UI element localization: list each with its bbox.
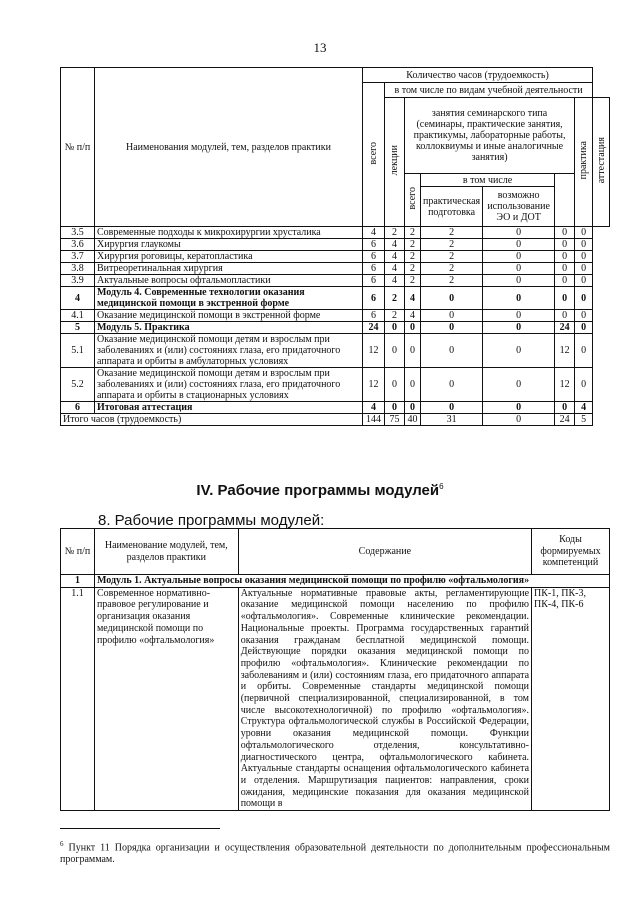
total-value: 75 xyxy=(385,414,405,426)
row-value: 6 xyxy=(363,287,385,310)
row-value: 2 xyxy=(421,263,483,275)
row-value: 6 xyxy=(363,239,385,251)
row-value: 2 xyxy=(405,227,421,239)
header-vsego: всего xyxy=(363,83,385,227)
row-value: 0 xyxy=(421,402,483,414)
mods-header-name: Наименование модулей, тем, разделов практики xyxy=(94,529,238,575)
row-value: 6 xyxy=(363,275,385,287)
row-value: 2 xyxy=(385,310,405,322)
header-name: Наименования модулей, тем, разделов практики xyxy=(95,68,363,227)
row-value: 0 xyxy=(575,334,593,368)
header-including: в том числе xyxy=(421,174,555,187)
hours-total-row xyxy=(61,414,610,426)
header-attestation: аттестация xyxy=(593,98,610,227)
row-value: 0 xyxy=(575,275,593,287)
row-value: 0 xyxy=(575,322,593,334)
header-practice: практика xyxy=(575,98,593,227)
hours-row xyxy=(61,287,610,310)
header-lectures: лекции xyxy=(385,98,405,227)
topic-num: 1.1 xyxy=(61,587,95,810)
header-num: № п/п xyxy=(61,68,95,227)
row-value: 0 xyxy=(421,287,483,310)
row-num: 4.1 xyxy=(61,310,95,322)
module-title: Модуль 1. Актуальные вопросы оказания медицинской помощи по профилю «офтальмология» xyxy=(94,575,609,588)
mods-header-codes: Коды формируемых компетенций xyxy=(532,529,610,575)
row-value: 0 xyxy=(483,368,555,402)
row-num: 3.9 xyxy=(61,275,95,287)
row-num: 3.5 xyxy=(61,227,95,239)
row-value: 0 xyxy=(483,402,555,414)
row-value: 4 xyxy=(405,287,421,310)
row-value: 0 xyxy=(385,334,405,368)
header-seminars: занятия семинарского типа (семинары, практические занятия, практикумы, лабораторные работы, коллоквиумы и иные аналогичные занятия) xyxy=(405,98,575,174)
row-name: Хирургия глаукомы xyxy=(95,239,363,251)
row-value: 12 xyxy=(363,368,385,402)
row-num: 4 xyxy=(61,287,95,310)
mods-header-content: Содержание xyxy=(238,529,531,575)
row-value: 0 xyxy=(385,402,405,414)
row-value: 0 xyxy=(405,368,421,402)
row-value: 0 xyxy=(555,263,575,275)
row-value: 0 xyxy=(483,251,555,263)
row-value: 4 xyxy=(575,402,593,414)
row-value: 2 xyxy=(405,275,421,287)
modules-table xyxy=(60,528,610,811)
topic-content: Актуальные нормативные правовые акты, регламентирующие оказание медицинской помощи населению по профилю «офтальмология». Современные клинические рекомендации. Национальные проекты. Программа государственных гарантий оказания гражданам бесплатной медицинской помощи. Действующие порядки оказания медицинской помощи по профилю «офтальмология». Клинические рекомендации по заболеваниям и (или) состояниям глаза, его придаточного аппарата и орбиты. Современные стандарты медицинской помощи (первичной специализированной, специализированной, в том числе высокотехнологичной) по профилю «офтальмология». Структура офтальмологической службы в Российской Федерации, уровни оказания медицинской помощи. Функции офтальмологического отделения, консультативно-диагностического центра, офтальмологического кабинета. Актуальные стандарты оснащения офтальмологического кабинета и отделения. Маршрутизация пациентов: направления, сроки ожидания, медицинские показания для оказания медицинской помощи в xyxy=(238,587,531,810)
hours-row xyxy=(61,263,610,275)
row-num: 5.1 xyxy=(61,334,95,368)
header-practical: практическая подготовка xyxy=(421,187,483,227)
row-value: 4 xyxy=(405,310,421,322)
row-num: 3.8 xyxy=(61,263,95,275)
row-num: 6 xyxy=(61,402,95,414)
row-value: 0 xyxy=(555,251,575,263)
hours-row xyxy=(61,239,610,251)
footnote-text: Пункт 11 Порядка организации и осуществления образовательной деятельности по дополнительным профессиональным программам. xyxy=(60,842,611,866)
row-name: Актуальные вопросы офтальмопластики xyxy=(95,275,363,287)
row-value: 4 xyxy=(385,239,405,251)
module-num: 1 xyxy=(61,575,95,588)
header-vsego2: всего xyxy=(405,174,421,227)
row-value: 0 xyxy=(575,263,593,275)
hours-row xyxy=(61,275,610,287)
row-num: 5.2 xyxy=(61,368,95,402)
row-value: 0 xyxy=(483,263,555,275)
row-value: 0 xyxy=(575,239,593,251)
row-value: 4 xyxy=(363,227,385,239)
row-num: 3.6 xyxy=(61,239,95,251)
row-value: 2 xyxy=(405,251,421,263)
row-value: 0 xyxy=(555,275,575,287)
row-value: 0 xyxy=(555,239,575,251)
row-value: 0 xyxy=(555,287,575,310)
section-title: IV. Рабочие программы модулей$^6$ xyxy=(196,482,444,499)
row-value: 0 xyxy=(483,322,555,334)
footnote-mark: 6 xyxy=(60,840,64,848)
total-value: 31 xyxy=(421,414,483,426)
row-value: 0 xyxy=(421,368,483,402)
row-value: 24 xyxy=(363,322,385,334)
row-value: 2 xyxy=(405,263,421,275)
hours-row xyxy=(61,334,610,368)
header-eo-dot: возможно использование ЭО и ДОТ xyxy=(483,187,555,227)
row-value: 0 xyxy=(483,239,555,251)
row-value: 0 xyxy=(421,334,483,368)
row-name: Модуль 4. Современные технологии оказания медицинской помощи в экстренной форме xyxy=(95,287,363,310)
row-value: 24 xyxy=(555,322,575,334)
row-value: 0 xyxy=(405,334,421,368)
row-value: 0 xyxy=(385,368,405,402)
row-value: 12 xyxy=(555,334,575,368)
hours-row xyxy=(61,310,610,322)
row-name: Современные подходы к микрохирургии хрусталика xyxy=(95,227,363,239)
total-value: 5 xyxy=(575,414,593,426)
row-value: 4 xyxy=(385,263,405,275)
row-name: Оказание медицинской помощи детям и взрослым при заболеваниях и (или) состояниях глаза, его придаточного аппарата и орбиты в стационарных условиях xyxy=(95,368,363,402)
hours-row xyxy=(61,322,610,334)
row-value: 0 xyxy=(405,322,421,334)
hours-table-body xyxy=(61,227,610,426)
topic-name: Современное нормативно-правовое регулирование и организация оказания медицинской помощи по профилю «офтальмология» xyxy=(94,587,238,810)
header-total-hours: Количество часов (трудоемкость) xyxy=(363,68,593,83)
row-value: 0 xyxy=(483,334,555,368)
row-value: 0 xyxy=(555,227,575,239)
hours-row xyxy=(61,368,610,402)
row-value: 6 xyxy=(363,263,385,275)
row-value: 0 xyxy=(483,310,555,322)
total-value: 144 xyxy=(363,414,385,426)
footnote-separator xyxy=(60,828,220,829)
row-value: 4 xyxy=(385,251,405,263)
total-value: 40 xyxy=(405,414,421,426)
row-value: 6 xyxy=(363,251,385,263)
row-value: 2 xyxy=(421,251,483,263)
row-value: 0 xyxy=(575,287,593,310)
hours-row xyxy=(61,227,610,239)
row-value: 2 xyxy=(421,275,483,287)
footnote-ref: 6 xyxy=(439,482,444,491)
row-value: 2 xyxy=(385,287,405,310)
row-value: 0 xyxy=(575,227,593,239)
row-value: 0 xyxy=(421,310,483,322)
row-value: 6 xyxy=(363,310,385,322)
row-value: 0 xyxy=(575,368,593,402)
total-value: 24 xyxy=(555,414,575,426)
row-value: 0 xyxy=(483,275,555,287)
total-value: 0 xyxy=(483,414,555,426)
row-num: 3.7 xyxy=(61,251,95,263)
mods-header-num: № п/п xyxy=(61,529,95,575)
row-value: 0 xyxy=(555,402,575,414)
row-name: Витреоретинальная хирургия xyxy=(95,263,363,275)
hours-row xyxy=(61,402,610,414)
row-value: 12 xyxy=(555,368,575,402)
row-name: Модуль 5. Практика xyxy=(95,322,363,334)
row-value: 2 xyxy=(421,239,483,251)
row-value: 0 xyxy=(421,322,483,334)
page-number: 13 xyxy=(313,40,327,55)
row-name: Хирургия роговицы, кератопластика xyxy=(95,251,363,263)
row-name: Оказание медицинской помощи в экстренной форме xyxy=(95,310,363,322)
row-value: 0 xyxy=(483,287,555,310)
row-name: Оказание медицинской помощи детям и взрослым при заболеваниях и (или) состояниях глаза, его придаточного аппарата и орбиты в амбулаторных условиях xyxy=(95,334,363,368)
row-num: 5 xyxy=(61,322,95,334)
hours-table xyxy=(60,67,610,426)
row-value: 12 xyxy=(363,334,385,368)
row-value: 0 xyxy=(483,227,555,239)
row-value: 0 xyxy=(385,322,405,334)
row-value: 0 xyxy=(405,402,421,414)
header-by-type: в том числе по видам учебной деятельности xyxy=(385,83,593,98)
total-name: Итого часов (трудоемкость) xyxy=(61,414,363,426)
row-value: 4 xyxy=(363,402,385,414)
row-name: Итоговая аттестация xyxy=(95,402,363,414)
row-value: 0 xyxy=(555,310,575,322)
row-value: 2 xyxy=(421,227,483,239)
row-value: 4 xyxy=(385,275,405,287)
row-value: 0 xyxy=(575,251,593,263)
hours-row xyxy=(61,251,610,263)
subsection-title: 8. Рабочие программы модулей: xyxy=(98,512,325,529)
footnote xyxy=(60,838,610,866)
row-value: 2 xyxy=(385,227,405,239)
row-value: 2 xyxy=(405,239,421,251)
topic-codes: ПК-1, ПК-3, ПК-4, ПК-6 xyxy=(532,587,610,810)
row-value: 0 xyxy=(575,310,593,322)
